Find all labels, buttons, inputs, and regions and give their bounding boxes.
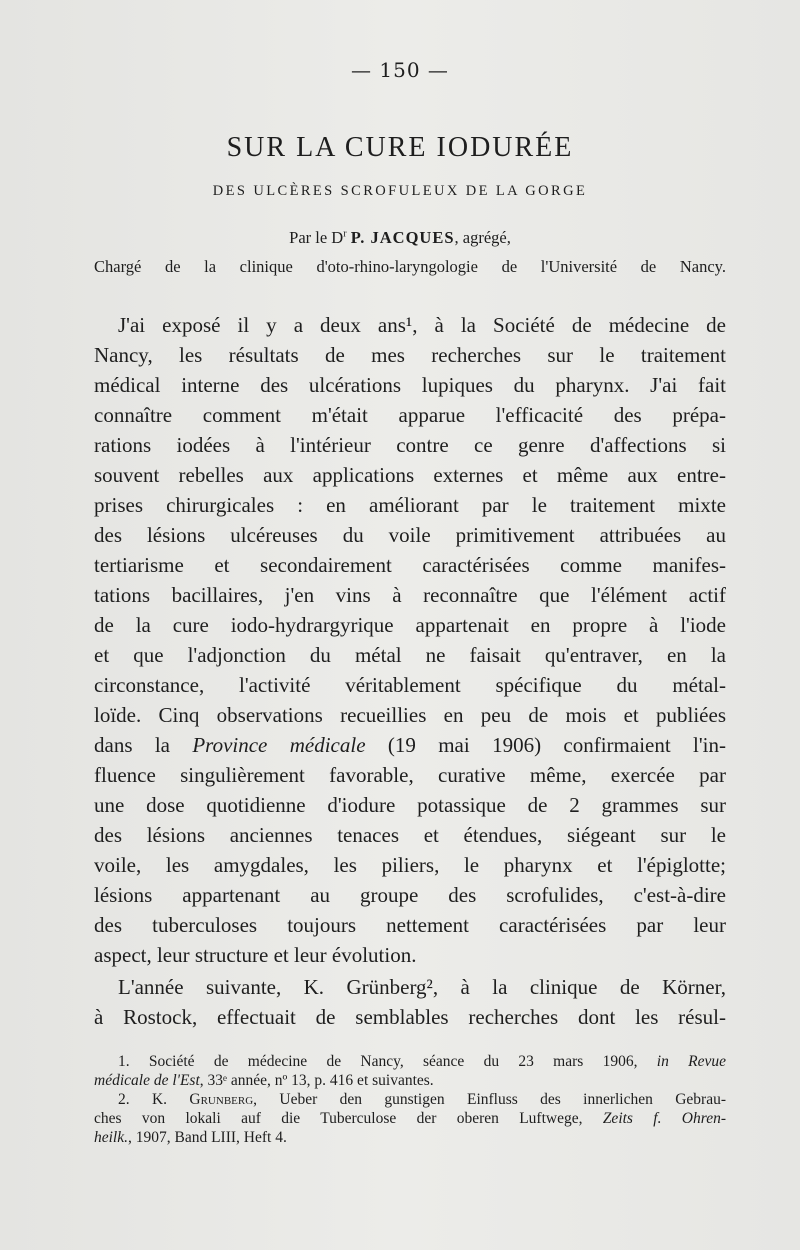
body-line: Nancy, les résultats de mes recherches sur le traitement: [94, 343, 726, 367]
author-prefix: Par le D: [289, 228, 344, 247]
footnote-2-line: [94, 1128, 726, 1147]
body-line: J'ai exposé il y a deux ans¹, à la Société de médecine de: [118, 313, 726, 337]
body-line: et que l'adjonction du métal ne faisait qu'entraver, en la: [94, 643, 726, 667]
body-line: une dose quotidienne d'iodure potassique de 2 grammes sur: [94, 793, 726, 817]
footnote-author-smallcaps: Grunberg: [189, 1091, 254, 1108]
journal-title-italic: Province médicale: [192, 733, 366, 757]
body-line: tertiarisme et secondairement caractérisées comme manifes-: [94, 553, 726, 577]
footnote-text: 2. K.: [118, 1091, 190, 1108]
author-name: P. JACQUES: [350, 228, 455, 247]
body-line: aspect, leur structure et leur évolution.: [94, 943, 417, 967]
footnote-2-line: [94, 1090, 726, 1109]
page-number: — 150 —: [351, 58, 449, 82]
body-line: L'année suivante, K. Grünberg², à la clinique de Körner,: [118, 975, 726, 999]
body-line: rations iodées à l'intérieur contre ce genre d'affections si: [94, 433, 726, 457]
author-affiliation: Chargé de la clinique d'oto-rhino-laryngologie de l'Université de Nancy.: [94, 257, 726, 276]
body-line: des lésions ulcéreuses du voile primitivement attribuées au: [94, 523, 726, 547]
body-line: souvent rebelles aux applications externes et même aux entre-: [94, 463, 726, 487]
body-line: de la cure iodo-hydrargyrique appartenait en propre à l'iode: [94, 613, 726, 637]
body-text: (19 mai 1906) confirmaient l'in-: [365, 733, 726, 757]
footnote-italic: Zeits f. Ohren-: [602, 1110, 726, 1127]
footnote-italic: heilk.: [94, 1129, 128, 1146]
body-line: des lésions anciennes tenaces et étendues, siégeant sur le: [94, 823, 726, 847]
footnote-2-line: [94, 1109, 726, 1128]
footnote-text: ches von lokali auf die Tuberculose der oberen Luftwege,: [94, 1110, 603, 1127]
article-title: SUR LA CURE IODURÉE: [226, 132, 574, 163]
footnote-text: , 33ᵉ année, nº 13, p. 416 et suivantes.: [199, 1072, 434, 1089]
author-prefix-sup: r: [343, 228, 347, 240]
body-line: médical interne des ulcérations lupiques du pharynx. J'ai fait: [94, 373, 726, 397]
author-line: [0, 228, 800, 248]
body-line: des tuberculoses toujours nettement caractérisées par leur: [94, 913, 726, 937]
body-line: à Rostock, effectuait de semblables recherches dont les résul-: [94, 1005, 726, 1029]
body-line: voile, les amygdales, les piliers, le pharynx et l'épiglotte;: [94, 853, 726, 877]
footnote-text: , Ueber den gunstigen Einfluss des innerlichen Gebrau-: [253, 1091, 726, 1108]
body-line: circonstance, l'activité véritablement spécifique du métal-: [94, 673, 726, 697]
footnote-text: 1. Société de médecine de Nancy, séance du 23 mars 1906,: [118, 1053, 657, 1070]
footnote-1-line: [94, 1052, 726, 1071]
body-line: lésions appartenant au groupe des scrofulides, c'est-à-dire: [94, 883, 726, 907]
article-subtitle: DES ULCÈRES SCROFULEUX DE LA GORGE: [212, 183, 588, 199]
footnote-italic: in Revue: [656, 1053, 726, 1070]
body-text: dans la: [94, 733, 193, 757]
body-line: prises chirurgicales : en améliorant par le traitement mixte: [94, 493, 726, 517]
body-line: loïde. Cinq observations recueillies en peu de mois et publiées: [94, 703, 726, 727]
body-line: tations bacillaires, j'en vins à reconnaître que l'élément actif: [94, 583, 726, 607]
body-line: [94, 730, 726, 760]
body-line: fluence singulièrement favorable, curative même, exercée par: [94, 763, 726, 787]
footnote-text: , 1907, Band LIII, Heft 4.: [128, 1129, 287, 1146]
footnote-1-line: [94, 1071, 726, 1090]
body-line: connaître comment m'était apparue l'efficacité des prépa-: [94, 403, 726, 427]
footnote-italic: médicale de l'Est: [94, 1072, 200, 1089]
author-suffix: , agrégé,: [454, 228, 511, 247]
